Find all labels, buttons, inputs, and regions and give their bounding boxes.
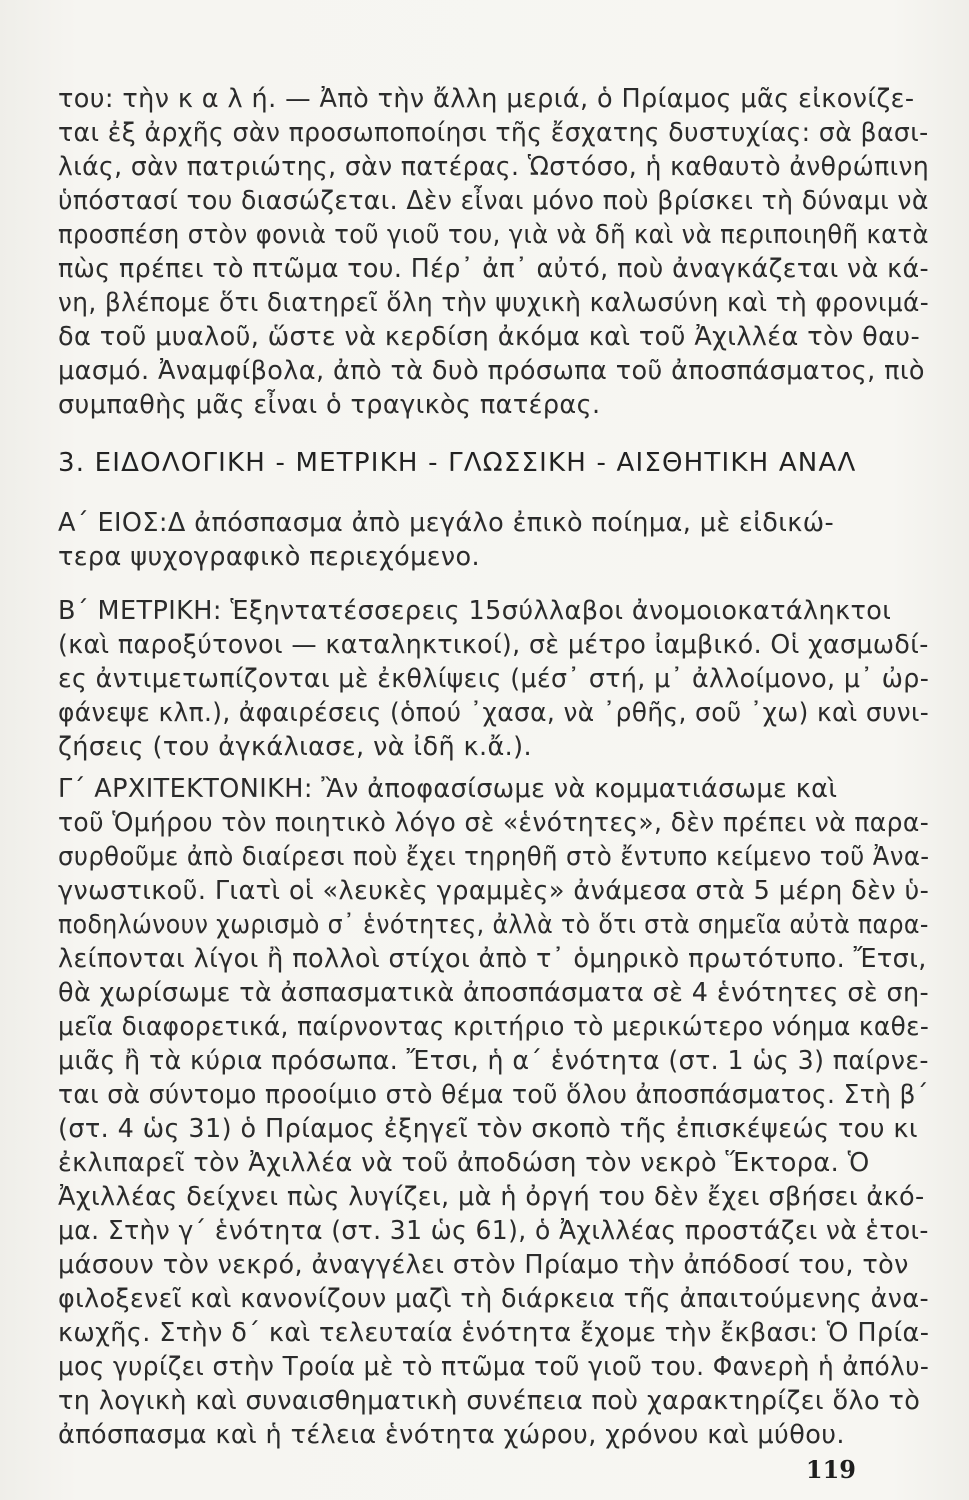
- text-line: μα. Στὴν γ΄ ἑνότητα (στ. 31 ὡς 61), ὁ Ἀχιλλέας προστάζει νὰ ἑτοι-: [58, 1216, 929, 1246]
- text-line: Β΄ ΜΕΤΡΙΚΗ: Ἑξηντατέσσερεις 15σύλλαβοι ἀνομοιοκατάληκτοι: [58, 596, 892, 626]
- text-line: ες ἀντιμετωπίζονται μὲ ἐκθλίψεις (μέσ᾽ στή, μ᾽ ἀλλοίμονο, μ᾽ ὠρ-: [58, 664, 930, 694]
- text-line: μασμό. Ἀναμφίβολα, ἀπὸ τὰ δυὸ πρόσωπα τοῦ ἀποσπάσματος, πιὸ: [58, 356, 925, 386]
- text-line: μεῖα διαφορετικά, παίρνοντας κριτήριο τὸ μερικώτερο νόημα καθε-: [58, 1012, 930, 1042]
- text-line: κωχῆς. Στὴν δ΄ καὶ τελευταία ἑνότητα ἔχομε τὴν ἔκβασι: Ὁ Πρία-: [58, 1318, 930, 1348]
- section-heading: 3. ΕΙΔΟΛΟΓΙΚΗ - ΜΕΤΡΙΚΗ - ΓΛΩΣΣΙΚΗ - ΑΙΣΘΗΤΙΚΗ ΑΝΑΛ: [58, 448, 857, 478]
- text-line: τοῦ Ὁμήρου τὸν ποιητικὸ λόγο σὲ «ἑνότητες», δὲν πρέπει νὰ παρα-: [58, 808, 930, 838]
- text-line: (καὶ παροξύτονοι — καταληκτικοί), σὲ μέτρο ἰαμβικό. Οἱ χασμωδί-: [58, 630, 929, 660]
- text-line: συρθοῦμε ἀπὸ διαίρεσι ποὺ ἔχει τηρηθῆ στὸ ἔντυπο κείμενο τοῦ Ἀνα-: [58, 842, 930, 872]
- text-line: του: τὴν κ α λ ή. — Ἀπὸ τὴν ἄλλη μεριά, ὁ Πρίαμος μᾶς εἰκονίζε-: [58, 84, 915, 114]
- text-line: ποδηλώνουν χωρισμὸ σ᾽ ἑνότητες, ἀλλὰ τὸ ὅτι στὰ σημεῖα αὐτὰ παρα-: [58, 910, 929, 940]
- text-line: φάνεψε κλπ.), ἀφαιρέσεις (ὁπού ᾽χασα, νὰ ᾽ρθῆς, σοῦ ᾽χω) καὶ συνι-: [58, 698, 930, 728]
- text-line: Γ΄ ΑΡΧΙΤΕΚΤΟΝΙΚΗ: Ἂν ἀποφασίσωμε νὰ κομματιάσωμε καὶ: [58, 774, 838, 804]
- text-line: Α΄ ΕΙΟΣ:Δ ἀπόσπασμα ἀπὸ μεγάλο ἐπικὸ ποίημα, μὲ εἰδικώ-: [58, 508, 835, 538]
- text-line: γνωστικοῦ. Γιατὶ οἱ «λευκὲς γραμμὲς» ἀνάμεσα στὰ 5 μέρη δὲν ὑ-: [58, 876, 930, 906]
- text-line: τερα ψυχογραφικὸ περιεχόμενο.: [58, 542, 481, 572]
- text-line: θὰ χωρίσωμε τὰ ἀσπασματικὰ ἀποσπάσματα σὲ 4 ἑνότητες σὲ ση-: [58, 978, 930, 1008]
- text-line: τη λογικὴ καὶ συναισθηματικὴ συνέπεια ποὺ χαρακτηρίζει ὅλο τὸ: [58, 1386, 921, 1416]
- text-line: ἀπόσπασμα καὶ ἡ τέλεια ἑνότητα χώρου, χρόνου καὶ μύθου.: [58, 1420, 845, 1450]
- text-line: ται σὰ σύντομο προοίμιο στὸ θέμα τοῦ ὅλου ἀποσπάσματος. Στὴ β΄: [58, 1080, 929, 1110]
- text-line: μάσουν τὸν νεκρό, ἀναγγέλει στὸν Πρίαμο τὴν ἀπόδοσί του, τὸν: [58, 1250, 909, 1280]
- text-line: (στ. 4 ὡς 31) ὁ Πρίαμος ἐξηγεῖ τὸν σκοπὸ τῆς ἐπισκέψεώς του κι: [58, 1114, 918, 1144]
- text-line: λιάς, σὰν πατριώτης, σὰν πατέρας. Ὡστόσο, ἡ καθαυτὸ ἀνθρώπινη: [58, 152, 930, 182]
- text-line: μιᾶς ἢ τὰ κύρια πρόσωπα. Ἔτσι, ἡ α΄ ἑνότητα (στ. 1 ὡς 3) παίρνε-: [58, 1046, 929, 1076]
- text-line: ζήσεις (του ἀγκάλιασε, νὰ ἰδῆ κ.ἄ.).: [58, 732, 533, 762]
- text-line: ἐκλιπαρεῖ τὸν Ἀχιλλέα νὰ τοῦ ἀποδώση τὸν νεκρὸ Ἕκτορα. Ὁ: [58, 1148, 870, 1178]
- text-line: νη, βλέπομε ὅτι διατηρεῖ ὅλη τὴν ψυχικὴ καλωσύνη καὶ τὴ φρονιμά-: [58, 288, 930, 318]
- text-line: συμπαθὴς μᾶς εἶναι ὁ τραγικὸς πατέρας.: [58, 390, 601, 420]
- text-line: λείπονται λίγοι ἢ πολλοὶ στίχοι ἀπὸ τ᾽ ὁμηρικὸ πρωτότυπο. Ἔτσι,: [58, 944, 927, 974]
- text-line: ὑπόστασί του διασώζεται. Δὲν εἶναι μόνο ποὺ βρίσκει τὴ δύναμι νὰ: [58, 186, 929, 216]
- text-line: πὼς πρέπει τὸ πτῶμα του. Πέρ᾽ ἀπ᾽ αὐτό, ποὺ ἀναγκάζεται νὰ κά-: [58, 254, 930, 284]
- text-line: ται ἐξ ἀρχῆς σὰν προσωποποίησι τῆς ἔσχατης δυστυχίας: σὰ βασι-: [58, 118, 929, 148]
- page-number: 119: [805, 1455, 856, 1484]
- text-line: δα τοῦ μυαλοῦ, ὥστε νὰ κερδίση ἀκόμα καὶ τοῦ Ἀχιλλέα τὸν θαυ-: [58, 322, 921, 352]
- text-line: προσπέση στὸν φονιὰ τοῦ γιοῦ του, γιὰ νὰ δῆ καὶ νὰ περιποιηθῆ κατὰ: [58, 220, 929, 250]
- text-line: Ἀχιλλέας δείχνει πὼς λυγίζει, μὰ ἡ ὀργή του δὲν ἔχει σβήσει ἀκό-: [58, 1182, 925, 1212]
- text-line: φιλοξενεῖ καὶ κανονίζουν μαζὶ τὴ διάρκεια τῆς ἀπαιτούμενης ἀνα-: [58, 1284, 930, 1314]
- text-line: μος γυρίζει στὴν Τροία μὲ τὸ πτῶμα τοῦ γιοῦ του. Φανερὴ ἡ ἀπόλυ-: [58, 1352, 930, 1382]
